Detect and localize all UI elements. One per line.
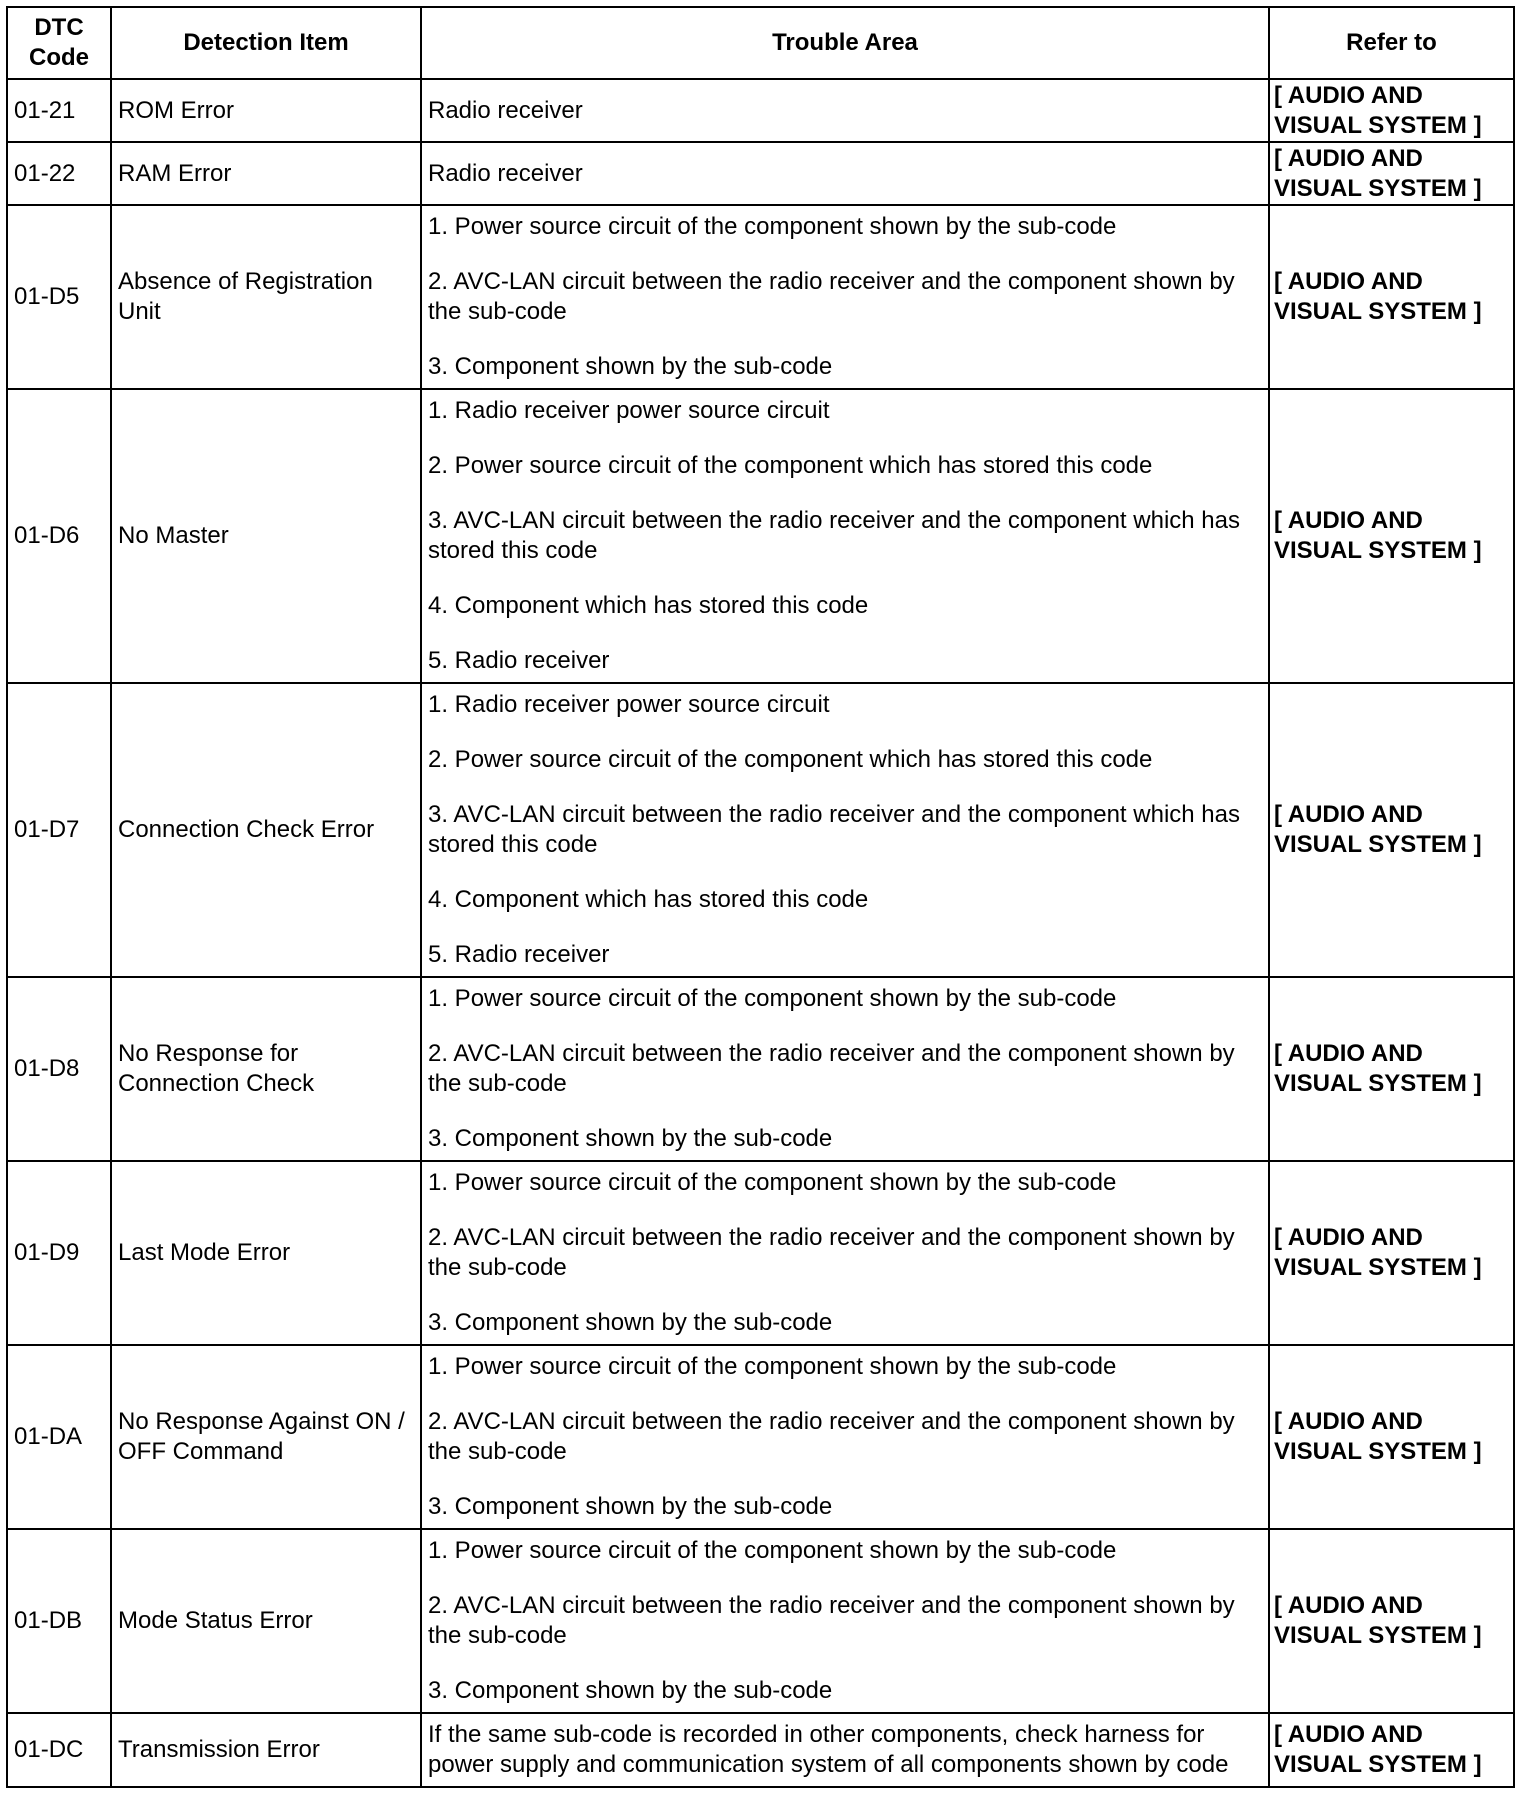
trouble-area-line: Radio receiver xyxy=(428,159,583,187)
trouble-area-cell xyxy=(421,79,1269,142)
table-header-row xyxy=(7,7,1514,79)
header-dtc-code: DTC Code xyxy=(7,7,111,79)
detection-item-cell: No Master xyxy=(111,389,421,683)
dtc-code-cell: 01-D7 xyxy=(7,683,111,977)
detection-item-cell: Last Mode Error xyxy=(111,1161,421,1345)
table-row xyxy=(7,205,1514,389)
table-row xyxy=(7,79,1514,142)
trouble-area-line: Radio receiver xyxy=(428,96,583,124)
trouble-area-line: 3. AVC-LAN circuit between the radio receiver and the component which has stored this code xyxy=(428,507,1240,564)
refer-to-link[interactable]: [ AUDIO AND VISUAL SYSTEM ] xyxy=(1269,683,1514,977)
trouble-area-cell xyxy=(421,683,1269,977)
trouble-area-cell xyxy=(421,1529,1269,1713)
detection-item-cell: Absence of Registration Unit xyxy=(111,205,421,389)
detection-item-cell: Connection Check Error xyxy=(111,683,421,977)
trouble-area-line: 2. AVC-LAN circuit between the radio receiver and the component shown by the sub-code xyxy=(428,1408,1235,1465)
table-row xyxy=(7,1529,1514,1713)
refer-to-link[interactable]: [ AUDIO AND VISUAL SYSTEM ] xyxy=(1269,205,1514,389)
dtc-code-cell: 01-22 xyxy=(7,142,111,205)
dtc-code-cell: 01-D9 xyxy=(7,1161,111,1345)
detection-item-cell: No Response Against ON / OFF Command xyxy=(111,1345,421,1529)
detection-item-cell: RAM Error xyxy=(111,142,421,205)
detection-item-cell: Transmission Error xyxy=(111,1713,421,1787)
detection-item-cell: No Response for Connection Check xyxy=(111,977,421,1161)
table-row xyxy=(7,142,1514,205)
trouble-area-cell xyxy=(421,1161,1269,1345)
trouble-area-line: 1. Power source circuit of the component shown by the sub-code xyxy=(428,213,1117,240)
trouble-area-line: 5. Radio receiver xyxy=(428,941,610,968)
header-trouble-area: Trouble Area xyxy=(421,7,1269,79)
dtc-code-cell: 01-D8 xyxy=(7,977,111,1161)
table-row xyxy=(7,1345,1514,1529)
refer-to-link[interactable]: [ AUDIO AND VISUAL SYSTEM ] xyxy=(1269,1345,1514,1529)
dtc-code-cell: 01-D5 xyxy=(7,205,111,389)
table-row xyxy=(7,1161,1514,1345)
refer-to-link[interactable]: [ AUDIO AND VISUAL SYSTEM ] xyxy=(1269,977,1514,1161)
trouble-area-line: 3. Component shown by the sub-code xyxy=(428,1493,833,1520)
dtc-code-cell: 01-DA xyxy=(7,1345,111,1529)
refer-to-link[interactable]: [ AUDIO AND VISUAL SYSTEM ] xyxy=(1269,389,1514,683)
dtc-code-cell: 01-21 xyxy=(7,79,111,142)
dtc-code-cell: 01-DC xyxy=(7,1713,111,1787)
table-body xyxy=(7,79,1514,1787)
trouble-area-line: 2. Power source circuit of the component which has stored this code xyxy=(428,746,1153,773)
header-refer-to: Refer to xyxy=(1269,7,1514,79)
trouble-area-line: 4. Component which has stored this code xyxy=(428,886,869,913)
trouble-area-line: 4. Component which has stored this code xyxy=(428,592,869,619)
trouble-area-line: 3. AVC-LAN circuit between the radio receiver and the component which has stored this code xyxy=(428,801,1240,858)
trouble-area-line: 1. Power source circuit of the component shown by the sub-code xyxy=(428,1353,1117,1380)
trouble-area-line: 2. Power source circuit of the component which has stored this code xyxy=(428,452,1153,479)
trouble-area-cell xyxy=(421,142,1269,205)
trouble-area-cell xyxy=(421,1345,1269,1529)
dtc-code-cell: 01-DB xyxy=(7,1529,111,1713)
detection-item-cell: Mode Status Error xyxy=(111,1529,421,1713)
trouble-area-line: 2. AVC-LAN circuit between the radio receiver and the component shown by the sub-code xyxy=(428,1040,1235,1097)
refer-to-link[interactable]: [ AUDIO AND VISUAL SYSTEM ] xyxy=(1269,1529,1514,1713)
table-row xyxy=(7,977,1514,1161)
trouble-area-line: 1. Power source circuit of the component shown by the sub-code xyxy=(428,985,1117,1012)
refer-to-link[interactable]: [ AUDIO AND VISUAL SYSTEM ] xyxy=(1269,79,1514,142)
trouble-area-cell xyxy=(421,977,1269,1161)
table-row xyxy=(7,683,1514,977)
table-row xyxy=(7,389,1514,683)
refer-to-link[interactable]: [ AUDIO AND VISUAL SYSTEM ] xyxy=(1269,1161,1514,1345)
trouble-area-line: 3. Component shown by the sub-code xyxy=(428,1677,833,1704)
detection-item-cell: ROM Error xyxy=(111,79,421,142)
trouble-area-line: 5. Radio receiver xyxy=(428,647,610,674)
trouble-area-line: 2. AVC-LAN circuit between the radio receiver and the component shown by the sub-code xyxy=(428,1592,1235,1649)
trouble-area-line: 3. Component shown by the sub-code xyxy=(428,1309,833,1336)
refer-to-link[interactable]: [ AUDIO AND VISUAL SYSTEM ] xyxy=(1269,1713,1514,1787)
trouble-area-line: 2. AVC-LAN circuit between the radio receiver and the component shown by the sub-code xyxy=(428,268,1235,325)
trouble-area-cell xyxy=(421,205,1269,389)
trouble-area-cell xyxy=(421,389,1269,683)
table-row xyxy=(7,1713,1514,1787)
header-detection-item: Detection Item xyxy=(111,7,421,79)
dtc-code-cell: 01-D6 xyxy=(7,389,111,683)
trouble-area-line: 1. Radio receiver power source circuit xyxy=(428,691,830,718)
trouble-area-line: 1. Power source circuit of the component shown by the sub-code xyxy=(428,1537,1117,1564)
trouble-area-line: 3. Component shown by the sub-code xyxy=(428,1125,833,1152)
dtc-table xyxy=(6,6,1515,1788)
dtc-table-container xyxy=(6,6,1513,1788)
trouble-area-line: 2. AVC-LAN circuit between the radio receiver and the component shown by the sub-code xyxy=(428,1224,1235,1281)
trouble-area-cell xyxy=(421,1713,1269,1787)
refer-to-link[interactable]: [ AUDIO AND VISUAL SYSTEM ] xyxy=(1269,142,1514,205)
trouble-area-line: 1. Radio receiver power source circuit xyxy=(428,397,830,424)
trouble-area-line: If the same sub-code is recorded in other components, check harness for power supply and communication system of all components shown by code xyxy=(428,1721,1229,1778)
trouble-area-line: 1. Power source circuit of the component shown by the sub-code xyxy=(428,1169,1117,1196)
trouble-area-line: 3. Component shown by the sub-code xyxy=(428,353,833,380)
